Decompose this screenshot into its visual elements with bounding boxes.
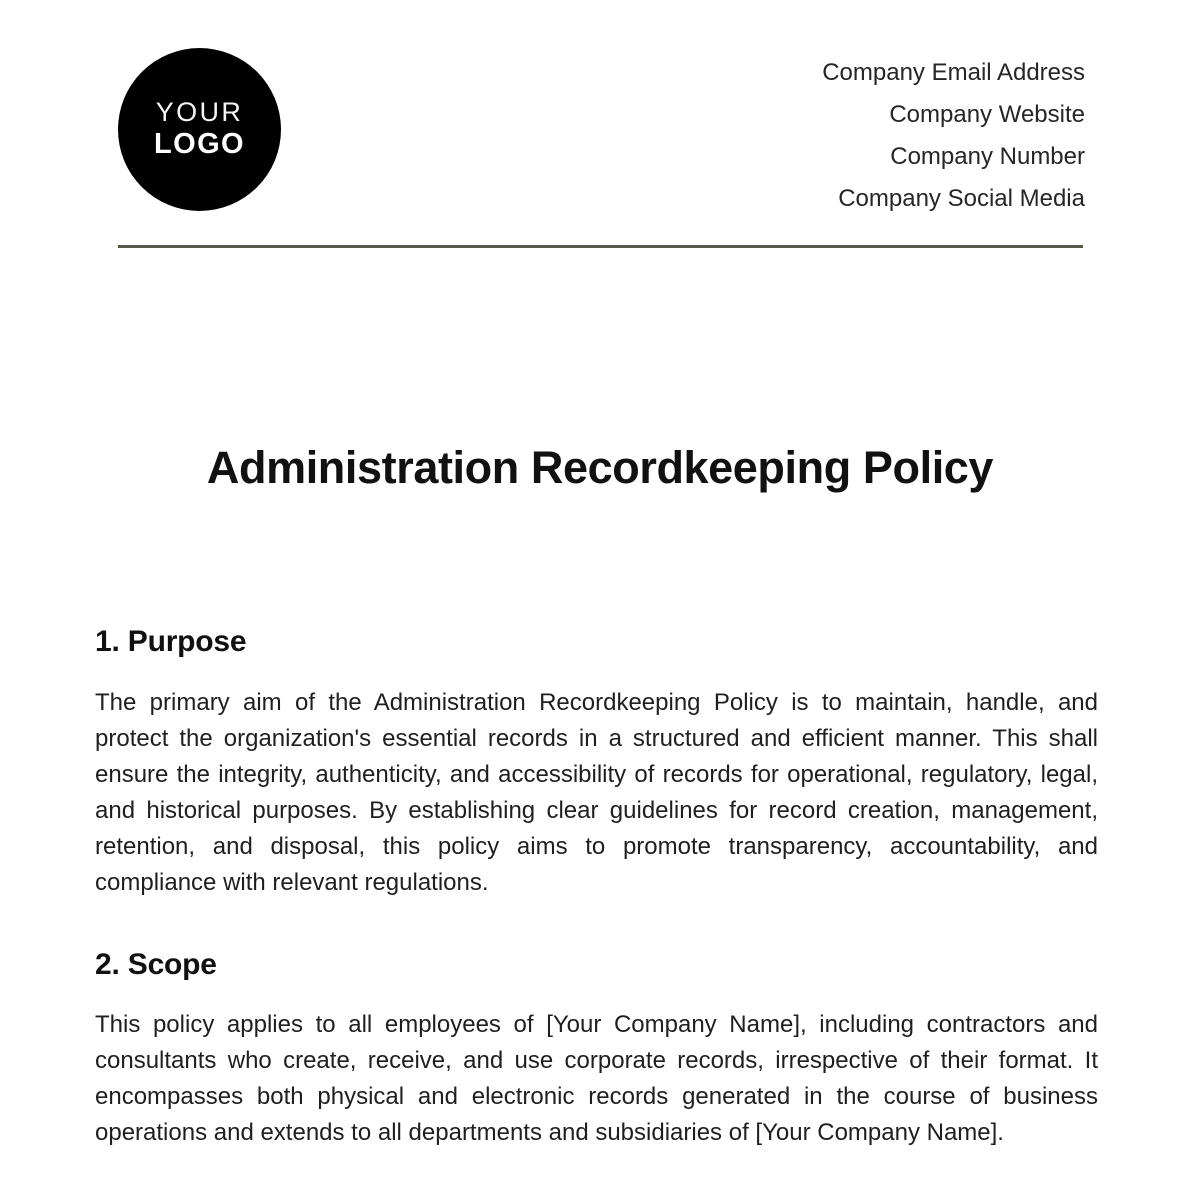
- section-heading-purpose: 1. Purpose: [95, 625, 247, 658]
- section-paragraph-scope: This policy applies to all employees of [Your Company Name], including contractors and consultants who create, receive, and use corporate records, irrespective of their format. It encompasses both physical and electronic records generated in the course of business operations and extends to all departments and subsidiaries of [Your Company Name].: [95, 1011, 1098, 1146]
- document-body: [95, 625, 1098, 1151]
- contact-line-email: Company Email Address: [822, 59, 1085, 86]
- contact-line-website: Company Website: [889, 101, 1085, 128]
- section-heading-scope: 2. Scope: [95, 947, 217, 981]
- section-paragraph-purpose: The primary aim of the Administration Recordkeeping Policy is to maintain, handle, and protect the organization's essential records in a structured and efficient manner. This shall ensure the integrity, authenticity, and accessibility of records for operational, regulatory, legal, and historical purposes. By establishing clear guidelines for record creation, management, retention, and disposal, this policy aims to promote transparency, accountability, and compliance with relevant regulations.: [95, 688, 1098, 896]
- contact-line-social-media: Company Social Media: [838, 185, 1085, 212]
- page-title: Administration Recordkeeping Policy: [206, 442, 994, 494]
- document-header: [0, 0, 1200, 250]
- logo-text-primary: YOUR: [155, 97, 244, 128]
- company-contact-block: [822, 52, 1085, 220]
- contact-line-number: Company Number: [890, 143, 1085, 170]
- section-purpose: [95, 625, 1098, 901]
- company-logo: [118, 48, 281, 211]
- header-divider-rule: [118, 245, 1083, 248]
- section-scope: [95, 948, 1098, 1152]
- logo-text-secondary: LOGO: [154, 127, 245, 160]
